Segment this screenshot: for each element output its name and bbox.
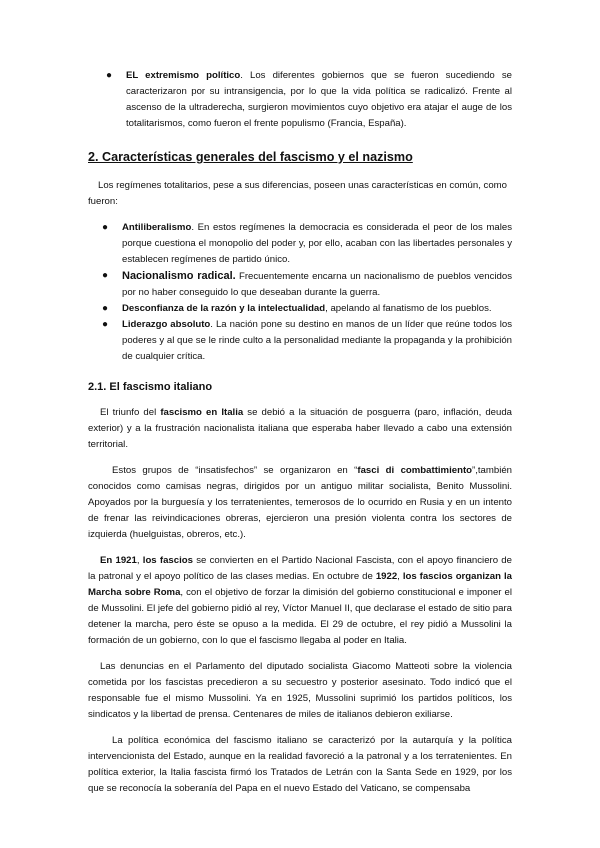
subsection-heading: 2.1. El fascismo italiano	[88, 381, 213, 393]
text-run: Estos grupos de “insatisfechos” se organizaron en “	[112, 465, 358, 476]
bullet-icon: ●	[102, 319, 109, 330]
paragraph-fasci	[88, 463, 512, 543]
text-bold: En 1921	[100, 555, 137, 566]
text-run: se convierten en el Partido Nacional Fascista, con el apoyo financiero de la patronal y el apoyo político de las clases medias. En octubre de	[88, 555, 512, 582]
bullet-icon: ●	[102, 303, 109, 314]
bullet-icon: ●	[106, 70, 113, 81]
list-item	[88, 220, 512, 268]
text-run: ,	[397, 571, 403, 582]
text-bold: 1922	[375, 571, 398, 582]
text-bold: los fascios	[142, 555, 193, 566]
list-item	[88, 317, 512, 365]
paragraph-economia: La política económica del fascismo italiano se caracterizó por la autarquía y la política intervencionista del Estado, aunque en la realidad favoreció a la patronal y a los terratenientes. En política exterior, la Italia fascista firmó los Tratados de Letrán con la Santa Sede en 1929, por los que se reconocía la soberanía del Papa en el nuevo Estado del Vaticano, se compensaba	[88, 735, 512, 794]
text-run: El triunfo del	[100, 407, 161, 418]
paragraph-triunfo	[88, 405, 512, 453]
item-text: , apelando al fanatismo de los pueblos.	[325, 303, 492, 314]
bullet-icon: ●	[102, 222, 109, 233]
text-run: , con el objetivo de forzar la dimisión del gobierno constitucional e imponer el de Mussolini. El jefe del gobierno pidió al rey, Víctor Manuel II, que declarase el estado de sitio para detener la marcha, pero éste se opuso a la medida. El 29 de octubre, el rey pidió a Mussolini la formación de un gobierno, con lo que el fascismo llegaba al poder en Italia.	[88, 587, 512, 646]
list-item	[88, 68, 512, 132]
bullet-icon: ●	[102, 270, 109, 281]
item-bold: Liderazgo absoluto	[122, 319, 211, 330]
paragraph-1921	[88, 553, 512, 649]
text-run: se debió a la situación de posguerra (paro, inflación, deuda exterior) y a la frustración nacionalista italiana que esperaba haber llevado a cabo una extensión territorial.	[88, 407, 513, 450]
item-text: . En estos regímenes la democracia es considerada el peor de los males porque cuestiona el monopolio del poder y, por ello, acaban con las libertades personales y establecen regímenes de partido único.	[122, 222, 512, 265]
list-item	[88, 268, 512, 301]
characteristics-list	[88, 220, 512, 365]
item-bold: Antiliberalismo	[122, 222, 192, 233]
item-text: . La nación pone su destino en manos de un líder que reúne todos los poderes y al que se le rinde culto a la personalidad mediante la propaganda y la prohibición de cualquier crítica.	[122, 319, 512, 362]
text-run: ,	[136, 555, 143, 566]
text-bold: los fascios organizan la Marcha sobre Roma	[88, 571, 512, 598]
section-intro: Los regímenes totalitarios, pese a sus diferencias, poseen unas características en común, como fueron:	[88, 180, 508, 207]
item-text: Frecuentemente encarna un nacionalismo de pueblos vencidos por no haber conseguido lo que deseaban durante la guerra.	[122, 271, 512, 298]
text-run: ”,también conocidos como camisas negras, dirigidos por un antiguo militar socialista, Benito Mussolini. Apoyados por la burguesía y los terratenientes, temerosos de lo ocurrido en Rusia y en un intento de frenar las reivindicaciones obreras, ejercieron una presión violenta contra los sectores de izquierda (huelguistas, obreros, etc.).	[88, 465, 513, 540]
item-bold: Desconfianza de la razón y la intelectualidad	[122, 303, 326, 314]
item-bold: EL extremismo político	[126, 70, 241, 81]
text-bold: fascismo en Italia	[160, 407, 244, 418]
text-bold: fasci di combattimiento	[357, 465, 473, 476]
section-heading: 2. Características generales del fascismo y el nazismo	[88, 150, 413, 164]
item-text: . Los diferentes gobiernos que se fueron sucediendo se caracterizaron por su intransigencia, por lo que la vida política se radicalizó. Frente al ascenso de la ultraderecha, surgieron movimientos cuyo objetivo era atajar el auge de los totalitarismos, como fueron el frente populismo (Francia, España).	[126, 70, 512, 129]
list-item	[88, 301, 512, 317]
item-bold: Nacionalismo radical.	[122, 270, 236, 282]
top-bullet-list	[88, 68, 512, 132]
paragraph-matteoti: Las denuncias en el Parlamento del diputado socialista Giacomo Matteoti sobre la violencia cometida por los fascistas precedieron a su secuestro y posterior asesinato. Todo indicó que el responsable fue el mismo Mussolini. Ya en 1925, Mussolini suprimió los partidos políticos, los sindicatos y la libertad de prensa. Centenares de miles de italianos debieron exiliarse.	[88, 661, 512, 720]
